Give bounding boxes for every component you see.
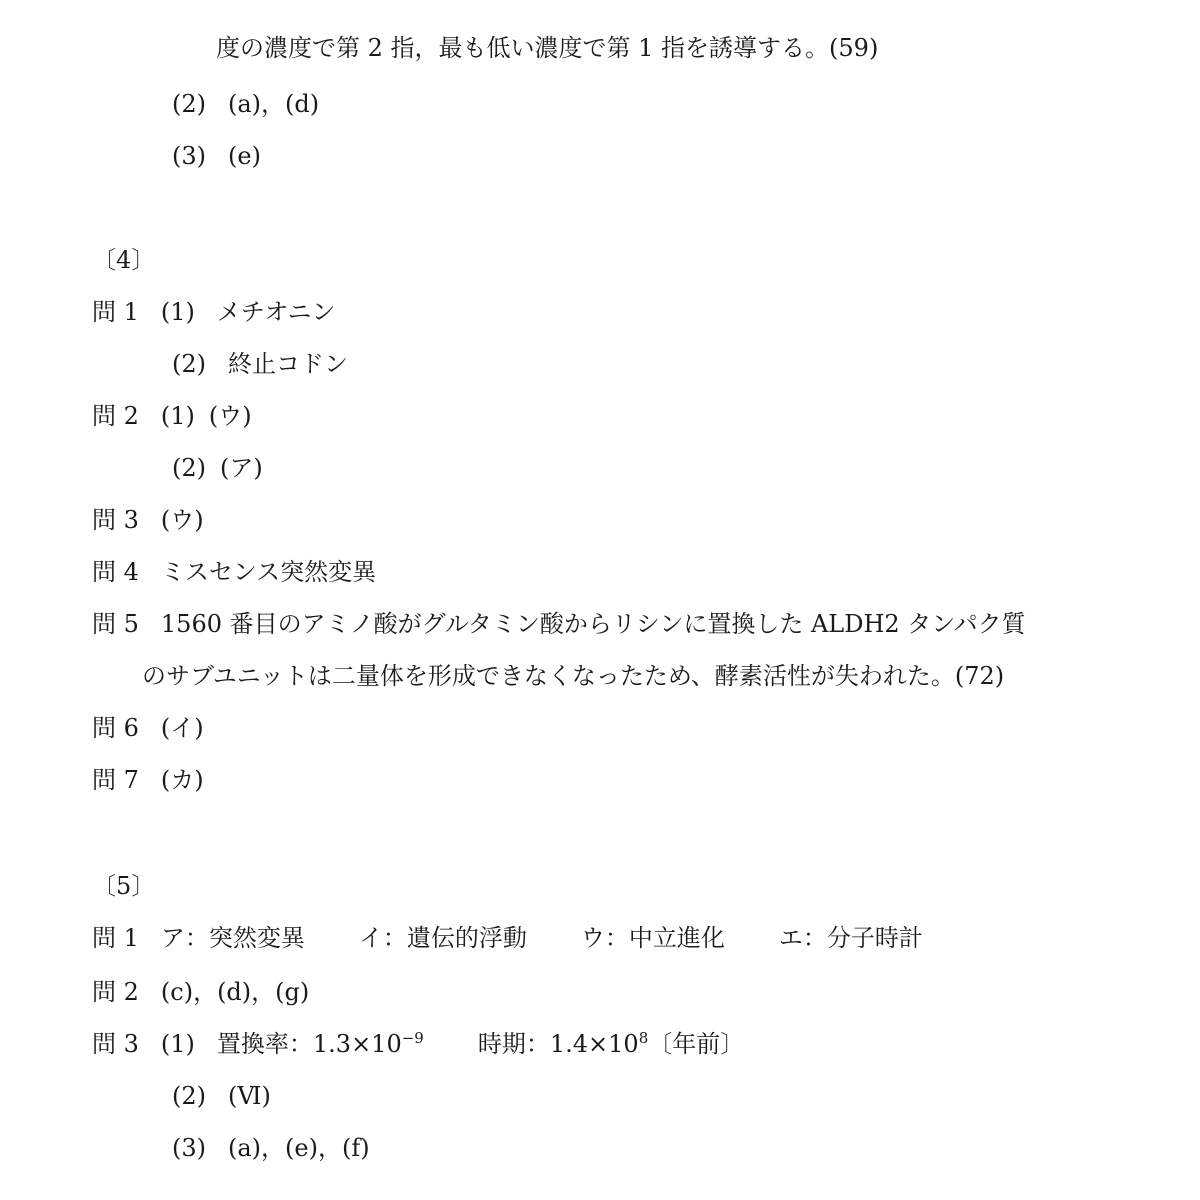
s4-q7-text: (カ) [160, 766, 204, 794]
s5-q3-rate: 置換率：1.3×10 [216, 1030, 402, 1058]
s5-header: 〔5〕 [92, 872, 156, 900]
s3-item-3 [172, 140, 261, 172]
s4-q2-p2-text: (ア) [220, 454, 263, 482]
s5-q2-text: (c)，(d)，(g) [160, 978, 310, 1006]
s5-q1-label: 問 1 [92, 924, 139, 952]
s4-q1-line1 [92, 296, 335, 328]
s4-q3-label: 問 3 [92, 506, 139, 534]
s5-q3-line3 [172, 1132, 370, 1164]
s5-q3-p1-num: (1) [160, 1030, 195, 1058]
s4-q1-p2-text: 終止コドン [228, 350, 348, 378]
s4-q5-line2 [142, 660, 1004, 692]
s4-q1-line2 [172, 348, 348, 380]
s4-q5-line2-text: のサブユニットは二量体を形成できなくなったため、酵素活性が失われた。(72) [142, 662, 1005, 690]
s5-q3-line2 [172, 1080, 271, 1112]
s5-q1-a: ア：突然変異 [160, 924, 305, 952]
s5-q1-i: イ：遺伝的浮動 [358, 924, 527, 952]
s4-q4 [92, 556, 376, 588]
s5-q1-u: ウ：中立進化 [580, 924, 725, 952]
s5-q3-p3-text: (a)，(e)，(f) [228, 1134, 370, 1162]
s4-q1-p1-text: メチオニン [216, 298, 336, 326]
s4-q1-p1-num: (1) [160, 298, 195, 326]
s4-q5-line1 [92, 608, 1026, 640]
s4-q2-line2 [172, 452, 263, 484]
s5-q1-e: エ：分子時計 [778, 924, 923, 952]
s5-q2-label: 問 2 [92, 978, 139, 1006]
s4-q4-text: ミスセンス突然変異 [160, 558, 377, 586]
s5-q3-p2-num: (2) [172, 1082, 206, 1110]
s4-q7-label: 問 7 [92, 766, 139, 794]
s3-item-2-text: (a)，(d) [228, 90, 320, 118]
s5-q3-label: 問 3 [92, 1030, 139, 1058]
s3-item-3-text: (e) [228, 142, 261, 170]
s4-q1-p2-num: (2) [172, 350, 206, 378]
s5-q3-p3-num: (3) [172, 1134, 206, 1162]
s5-q3-period-unit: 〔年前〕 [648, 1030, 745, 1058]
s4-q2-p2-num: (2) [172, 454, 206, 482]
s4-q2-p1-num: (1) [160, 402, 195, 430]
s4-q5-label: 問 5 [92, 610, 139, 638]
s4-q2-line1 [92, 400, 252, 432]
s4-header: 〔4〕 [92, 246, 156, 274]
s3-continued-text: 度の濃度で第 2 指，最も低い濃度で第 1 指を誘導する。(59) [216, 34, 879, 62]
s3-item-2-num: (2) [172, 90, 206, 118]
s5-q3-line1 [92, 1028, 744, 1060]
s5-q3-period-exponent: 8 [638, 1029, 649, 1047]
s4-q1-label: 問 1 [92, 298, 139, 326]
s4-q3 [92, 504, 204, 536]
s4-q3-text: (ウ) [160, 506, 204, 534]
s5-q2 [92, 976, 309, 1008]
s5-q3-p2-text: (Ⅵ) [228, 1082, 271, 1110]
s5-q3-period: 時期：1.4×10 [477, 1030, 639, 1058]
s4-q2-p1-text: (ウ) [208, 402, 252, 430]
s4-q2-label: 問 2 [92, 402, 139, 430]
s4-q6-label: 問 6 [92, 714, 139, 742]
s3-continued-line [216, 32, 878, 64]
s4-q4-label: 問 4 [92, 558, 139, 586]
s4-q6 [92, 712, 204, 744]
s4-q7 [92, 764, 204, 796]
s5-q3-rate-exponent: −9 [401, 1029, 424, 1047]
s5-q1 [92, 922, 923, 954]
s3-item-2 [172, 88, 319, 120]
s4-q5-line1-text: 1560 番目のアミノ酸がグルタミン酸からリシンに置換した ALDH2 タンパク質 [160, 610, 1026, 638]
s4-q6-text: (イ) [160, 714, 204, 742]
s3-item-3-num: (3) [172, 142, 206, 170]
